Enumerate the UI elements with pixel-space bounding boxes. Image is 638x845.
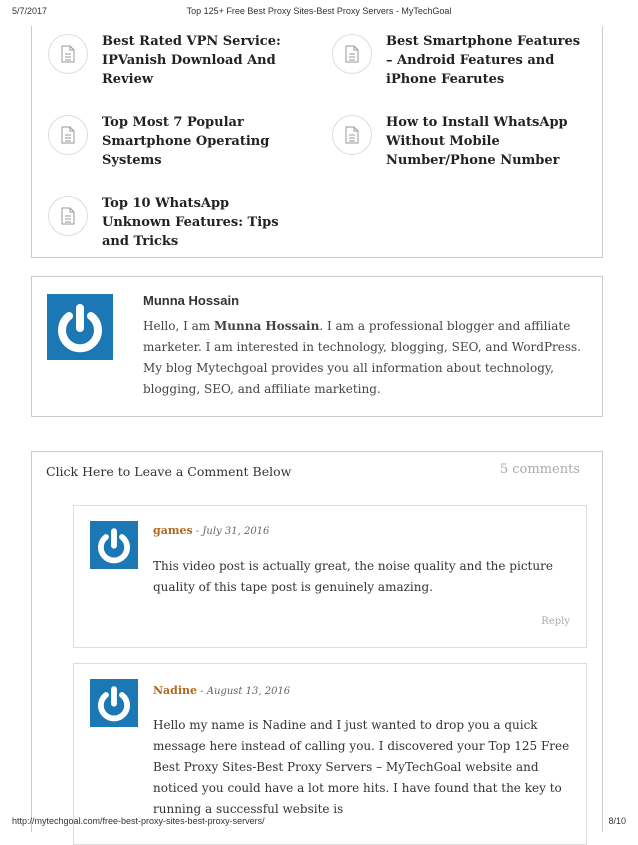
author-box bbox=[31, 276, 603, 417]
leave-comment-link[interactable]: Click Here to Leave a Comment Below bbox=[46, 464, 292, 479]
related-post-title[interactable]: How to Install WhatsApp Without Mobile Number/Phone Number bbox=[386, 115, 568, 168]
comment-date: - August 13, 2016 bbox=[197, 686, 291, 697]
author-bio-text: Hello, I am bbox=[143, 319, 214, 333]
comment-author[interactable] bbox=[153, 684, 290, 697]
comment-author-name[interactable]: games bbox=[153, 524, 193, 537]
author-bio-text: . I am a professional blogger and affiliate marketer. I am interested in technology, blogging, SEO, and WordPress. My blog Mytechgoal provides you all information about technology, blogging, SEO, and affiliate marketing. bbox=[143, 319, 581, 396]
comment-date: - July 31, 2016 bbox=[192, 526, 270, 537]
comment-text: Hello my name is Nadine and I just wanted to drop you a quick message here instead of calling you. I discovered your Top 125 Free Best Proxy Sites-Best Proxy Servers – MyTechGoal website and noticed you could have a lot more hits. I have found that the key to running a successful website is bbox=[153, 718, 570, 816]
document-icon bbox=[48, 115, 88, 155]
comment-author-name[interactable]: Nadine bbox=[153, 684, 198, 697]
related-post-title[interactable]: Best Smartphone Features – Android Features and iPhone Fearutes bbox=[386, 34, 581, 87]
author-bio-name: Munna Hossain bbox=[214, 319, 320, 333]
power-icon bbox=[90, 679, 138, 727]
commenter-avatar bbox=[90, 679, 138, 727]
related-post-title[interactable]: Top 10 WhatsApp Unknown Features: Tips and Tricks bbox=[102, 196, 279, 249]
document-icon bbox=[332, 34, 372, 74]
comment-text: This video post is actually great, the noise quality and the picture quality of this tape post is genuinely amazing. bbox=[153, 559, 553, 594]
comment-count: 5 comments bbox=[499, 462, 580, 477]
print-url: http://mytechgoal.com/free-best-proxy-sites-best-proxy-servers/ bbox=[12, 816, 265, 826]
related-post-title[interactable]: Top Most 7 Popular Smartphone Operating Systems bbox=[102, 115, 270, 168]
print-date: 5/7/2017 bbox=[12, 6, 48, 16]
author-avatar bbox=[47, 294, 113, 360]
comment-author[interactable] bbox=[153, 524, 269, 537]
page-number: 8/10 bbox=[608, 816, 626, 826]
power-icon bbox=[90, 521, 138, 569]
document-icon bbox=[48, 196, 88, 236]
related-posts bbox=[31, 26, 603, 258]
author-name: Munna Hossain bbox=[143, 293, 240, 308]
related-post-title[interactable]: Best Rated VPN Service: IPVanish Download And Review bbox=[102, 34, 281, 87]
author-bio bbox=[143, 316, 593, 400]
commenter-avatar bbox=[90, 521, 138, 569]
power-icon bbox=[47, 294, 113, 360]
print-title: Top 125+ Free Best Proxy Sites-Best Proxy Servers - MyTechGoal bbox=[186, 6, 452, 16]
document-icon bbox=[332, 115, 372, 155]
comment bbox=[73, 505, 587, 648]
reply-link[interactable]: Reply bbox=[541, 616, 570, 627]
document-icon bbox=[48, 34, 88, 74]
comments-section bbox=[31, 451, 603, 832]
